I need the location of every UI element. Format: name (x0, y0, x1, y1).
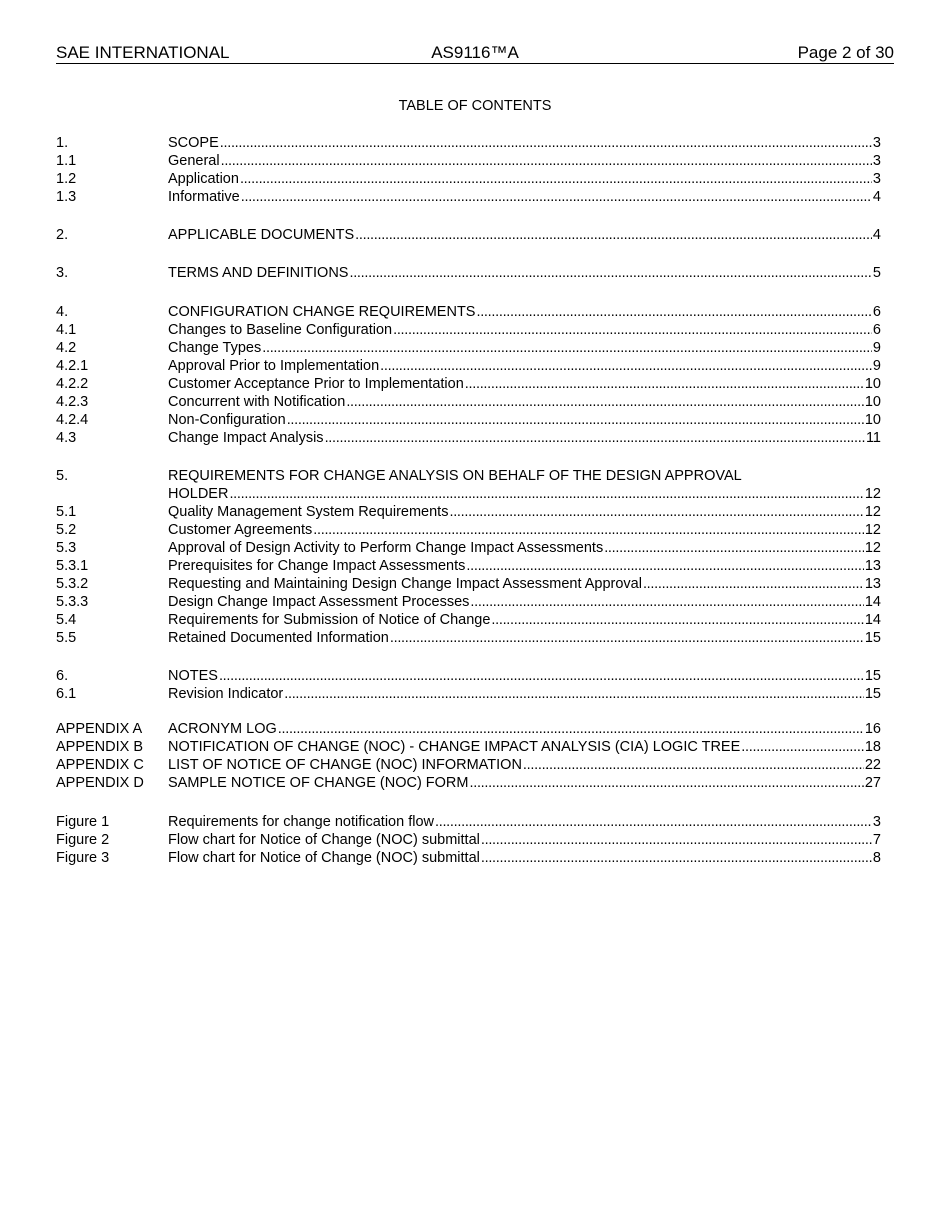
toc-entry-page: 3 (872, 814, 881, 830)
toc-entry-page: 16 (864, 721, 881, 737)
toc-entry-number: 4.2 (56, 340, 77, 356)
toc-entry[interactable] (56, 738, 881, 756)
toc-entry-page: 15 (864, 686, 881, 702)
toc-entry[interactable] (56, 357, 881, 375)
toc-entry-page: 14 (864, 594, 881, 610)
toc-entry-page: 12 (864, 540, 881, 556)
toc-entry-number: 3. (56, 265, 69, 281)
toc-entry-page: 6 (872, 322, 881, 338)
toc-entry-title: NOTES (168, 668, 218, 684)
leader-dots (604, 539, 864, 557)
toc-entry-page: 4 (872, 227, 881, 243)
toc-entry-title: Design Change Impact Assessment Processes (168, 594, 470, 610)
toc-entry-number: 6.1 (56, 686, 77, 702)
toc-entry-title: Approval Prior to Implementation (168, 358, 380, 374)
toc-entry[interactable] (56, 521, 881, 539)
toc-entry[interactable] (56, 849, 881, 867)
toc-entry-number: Figure 2 (56, 832, 110, 848)
toc-entry-page: 11 (865, 430, 881, 446)
toc-entry-title: Quality Management System Requirements (168, 504, 449, 520)
leader-dots (481, 831, 872, 849)
toc-entry-page: 18 (864, 739, 881, 755)
leader-dots (643, 575, 864, 593)
toc-entry[interactable] (56, 188, 881, 206)
toc-entry[interactable] (56, 831, 881, 849)
leader-dots (278, 720, 864, 738)
leader-dots (449, 503, 863, 521)
toc-entry-title: Requirements for Submission of Notice of Change (168, 612, 491, 628)
toc-entry-number: 5. (56, 468, 69, 484)
toc-entry-number: 4.2.2 (56, 376, 89, 392)
toc-entry-number: APPENDIX C (56, 757, 144, 773)
toc-entry[interactable] (56, 485, 881, 503)
toc-title: TABLE OF CONTENTS (398, 98, 552, 114)
toc-entry-title: HOLDER (168, 486, 229, 502)
leader-dots (476, 303, 871, 321)
toc-entry-page: 13 (864, 576, 881, 592)
toc-entry-title: Prerequisites for Change Impact Assessments (168, 558, 466, 574)
toc-entry-page: 5 (872, 265, 881, 281)
toc-entry-number: 4.2.1 (56, 358, 89, 374)
toc-entry[interactable] (56, 503, 881, 521)
leader-dots (346, 393, 864, 411)
toc-entry-page: 8 (872, 850, 881, 866)
leader-dots (481, 849, 872, 867)
toc-entry-number: 4. (56, 304, 69, 320)
page-header (56, 43, 894, 64)
toc-entry[interactable] (56, 429, 881, 447)
toc-entry-page: 27 (864, 775, 881, 791)
leader-dots (219, 667, 864, 685)
leader-dots (465, 375, 864, 393)
toc-entry-number: 1.1 (56, 153, 77, 169)
toc-entry-page: 12 (864, 504, 881, 520)
leader-dots (221, 152, 872, 170)
toc-entry-title: Requirements for change notification flow (168, 814, 434, 830)
toc-entry-title: Requesting and Maintaining Design Change Impact Assessment Approval (168, 576, 642, 592)
toc-entry-title: Approval of Design Activity to Perform Change Impact Assessments (168, 540, 604, 556)
toc-entry-title: Change Types (168, 340, 262, 356)
header-page-number: Page 2 of 30 (797, 43, 894, 62)
toc-entry-number: APPENDIX B (56, 739, 144, 755)
leader-dots (380, 357, 872, 375)
toc-entry[interactable] (56, 774, 881, 792)
toc-entry-title: General (168, 153, 220, 169)
toc-entry-number: 1. (56, 135, 69, 151)
toc-entry-title: SAMPLE NOTICE OF CHANGE (NOC) FORM (168, 775, 469, 791)
toc-entry-number: 4.2.4 (56, 412, 89, 428)
toc-entry-page: 9 (872, 358, 881, 374)
toc-entry[interactable] (56, 611, 881, 629)
toc-entry-page: 6 (872, 304, 881, 320)
toc-entry-title: Customer Acceptance Prior to Implementation (168, 376, 464, 392)
leader-dots (435, 813, 872, 831)
toc-entry-title: Revision Indicator (168, 686, 284, 702)
toc-entry[interactable] (56, 575, 881, 593)
leader-dots (741, 738, 864, 756)
leader-dots (470, 774, 864, 792)
leader-dots (284, 685, 864, 703)
toc-entry[interactable] (56, 134, 881, 152)
leader-dots (355, 226, 872, 244)
leader-dots (491, 611, 863, 629)
toc-entry-title: Flow chart for Notice of Change (NOC) submittal (168, 850, 480, 866)
toc-entry-title: TERMS AND DEFINITIONS (168, 265, 349, 281)
toc-entry-page: 12 (864, 486, 881, 502)
table-of-contents (56, 134, 881, 867)
toc-entry-page: 10 (864, 394, 881, 410)
toc-entry-number: APPENDIX A (56, 721, 143, 737)
toc-entry-page: 4 (872, 189, 881, 205)
toc-entry-title: Flow chart for Notice of Change (NOC) submittal (168, 832, 480, 848)
toc-entry-title: REQUIREMENTS FOR CHANGE ANALYSIS ON BEHALF OF THE DESIGN APPROVAL (168, 468, 742, 484)
toc-entry[interactable] (56, 264, 881, 282)
toc-entry-page: 3 (872, 135, 881, 151)
toc-entry-title: Informative (168, 189, 240, 205)
leader-dots (262, 339, 872, 357)
toc-entry-page: 13 (864, 558, 881, 574)
toc-entry-number: 1.2 (56, 171, 77, 187)
toc-entry-page: 3 (872, 171, 881, 187)
toc-entry[interactable] (56, 593, 881, 611)
toc-entry-title: ACRONYM LOG (168, 721, 277, 737)
leader-dots (287, 411, 864, 429)
toc-entry-page: 9 (872, 340, 881, 356)
leader-dots (393, 321, 872, 339)
toc-entry[interactable] (56, 339, 881, 357)
toc-entry-page: 14 (864, 612, 881, 628)
toc-entry[interactable] (56, 375, 881, 393)
toc-entry-title: SCOPE (168, 135, 219, 151)
toc-entry[interactable] (56, 557, 881, 575)
leader-dots (349, 264, 871, 282)
toc-entry-title: Changes to Baseline Configuration (168, 322, 393, 338)
leader-dots (325, 429, 865, 447)
toc-entry-page: 7 (872, 832, 881, 848)
toc-entry-page: 10 (864, 376, 881, 392)
toc-entry[interactable] (56, 152, 881, 170)
toc-entry-page: 10 (864, 412, 881, 428)
leader-dots (240, 170, 872, 188)
toc-entry-title: Non-Configuration (168, 412, 286, 428)
toc-entry-title: Retained Documented Information (168, 630, 389, 646)
toc-entry-title: APPLICABLE DOCUMENTS (168, 227, 355, 243)
toc-entry-title: LIST OF NOTICE OF CHANGE (NOC) INFORMATION (168, 757, 522, 773)
toc-entry[interactable] (56, 226, 881, 244)
toc-entry-title: Application (168, 171, 239, 187)
toc-entry-number: 5.2 (56, 522, 77, 538)
toc-entry-title: Customer Agreements (168, 522, 313, 538)
toc-entry-page: 15 (864, 668, 881, 684)
toc-entry[interactable] (56, 321, 881, 339)
toc-entry-number: 6. (56, 668, 69, 684)
toc-entry[interactable] (56, 813, 881, 831)
toc-entry[interactable] (56, 720, 881, 738)
toc-entry-title: Change Impact Analysis (168, 430, 324, 446)
toc-entry-title: NOTIFICATION OF CHANGE (NOC) - CHANGE IMPACT ANALYSIS (CIA) LOGIC TREE (168, 739, 741, 755)
header-document-id: AS9116™A (431, 43, 519, 62)
toc-entry-title: Concurrent with Notification (168, 394, 346, 410)
leader-dots (220, 134, 872, 152)
toc-entry-number: 4.3 (56, 430, 77, 446)
toc-entry-number: 5.3.2 (56, 576, 89, 592)
toc-entry[interactable] (56, 411, 881, 429)
toc-entry-page: 22 (864, 757, 881, 773)
toc-entry[interactable] (56, 539, 881, 557)
toc-entry-number: Figure 1 (56, 814, 110, 830)
toc-entry[interactable] (56, 393, 881, 411)
toc-entry-number: 5.1 (56, 504, 77, 520)
toc-entry[interactable] (56, 170, 881, 188)
header-organization: SAE INTERNATIONAL (56, 43, 230, 62)
toc-entry[interactable] (56, 667, 881, 685)
toc-entry-page: 15 (864, 630, 881, 646)
toc-entry-number: 1.3 (56, 189, 77, 205)
toc-entry-number: Figure 3 (56, 850, 110, 866)
toc-entry-number: APPENDIX D (56, 775, 144, 791)
toc-entry-number: 5.5 (56, 630, 77, 646)
leader-dots (390, 629, 864, 647)
toc-entry-number: 5.4 (56, 612, 77, 628)
leader-dots (241, 188, 872, 206)
toc-entry[interactable] (56, 756, 881, 774)
toc-entry-number: 5.3.3 (56, 594, 89, 610)
leader-dots (466, 557, 863, 575)
toc-entry-line1 (56, 467, 881, 485)
leader-dots (313, 521, 864, 539)
toc-entry-number: 4.2.3 (56, 394, 89, 410)
toc-entry-number: 4.1 (56, 322, 77, 338)
leader-dots (470, 593, 863, 611)
toc-entry-number: 2. (56, 227, 69, 243)
toc-entry-number: 5.3.1 (56, 558, 89, 574)
toc-entry[interactable] (56, 629, 881, 647)
toc-entry-title: CONFIGURATION CHANGE REQUIREMENTS (168, 304, 476, 320)
toc-entry-page: 12 (864, 522, 881, 538)
leader-dots (229, 485, 863, 503)
leader-dots (523, 756, 864, 774)
toc-entry[interactable] (56, 685, 881, 703)
toc-entry-number: 5.3 (56, 540, 77, 556)
toc-entry[interactable] (56, 303, 881, 321)
toc-entry-page: 3 (872, 153, 881, 169)
